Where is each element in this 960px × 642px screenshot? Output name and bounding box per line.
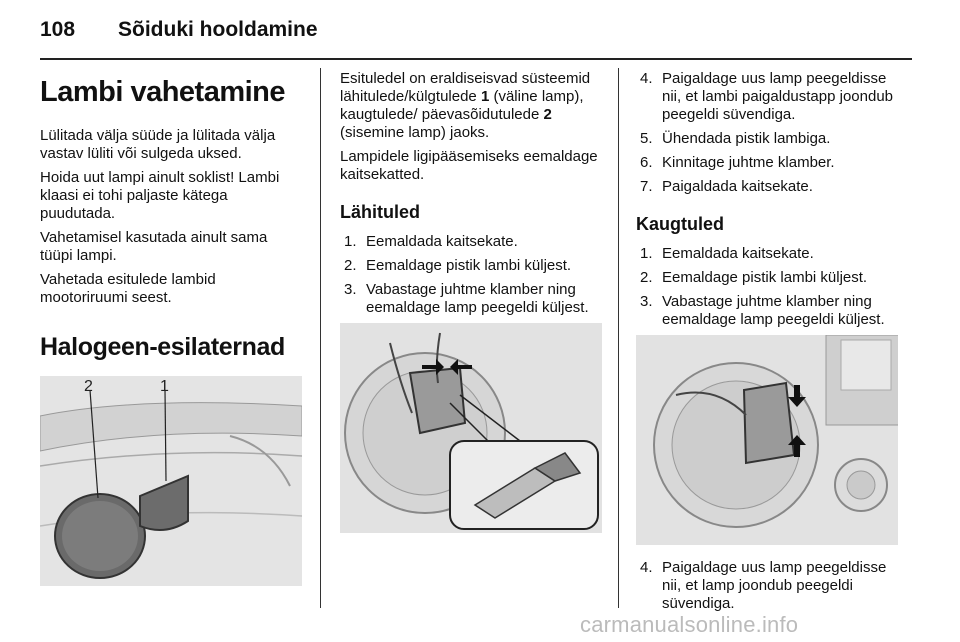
highbeam-illustration [636, 335, 898, 545]
paragraph: Hoida uut lampi ainult soklist! Lambi klaasi ei tohi paljaste kätega puudutada. [40, 169, 280, 222]
list-item: 1. Eemaldada kaitsekate. [344, 233, 518, 250]
page-header [40, 14, 920, 54]
column-2 [340, 70, 602, 533]
steps-lahituled-cont [636, 70, 900, 196]
access-paragraph: Lampidele ligipääsemiseks eemaldage kaitsekatted. [340, 148, 598, 183]
list-item: 4. Paigaldage uus lamp peegeldisse nii, et lamp joondub peegeldi süvendiga. [640, 559, 887, 612]
section-title: Sõiduki hooldamine [118, 18, 318, 41]
subtitle-halogen: Halogeen-esilaternad [40, 333, 285, 361]
lowbeam-illustration [340, 323, 602, 533]
paragraph: Lülitada välja süüde ja lülitada välja vastav lüliti või sulgeda uksed. [40, 127, 276, 162]
column-1 [40, 70, 302, 586]
highbeam-figure [636, 335, 898, 545]
steps-kaugtuled [636, 245, 900, 329]
heading-lahituled: Lähituled [340, 202, 420, 222]
page-title: Lambi vahetamine [40, 76, 286, 108]
column-divider [618, 68, 619, 608]
column-divider [320, 68, 321, 608]
list-item: 2. Eemaldage pistik lambi küljest. [640, 269, 868, 286]
heading-kaugtuled: Kaugtuled [636, 214, 724, 234]
list-item: 3. Vabastage juhtme klamber ning eemaldage lamp peegeldi küljest. [640, 293, 885, 328]
list-item: 1. Eemaldada kaitsekate. [640, 245, 814, 262]
headlamp-illustration [40, 376, 302, 586]
list-item: 4. Paigaldage uus lamp peegeldisse nii, et lambi paigaldustapp joondub peegeldi süvendiga. [640, 70, 893, 123]
watermark: carmanualsonline.info [580, 612, 799, 637]
list-item: 5. Ühendada pistik lambiga. [640, 130, 831, 147]
lowbeam-figure [340, 323, 602, 533]
halogen-headlamp-figure [40, 376, 302, 586]
paragraph: Vahetamisel kasutada ainult sama tüüpi lampi. [40, 229, 268, 264]
list-item: 6. Kinnitage juhtme klamber. [640, 154, 835, 171]
intro-paragraph: Esituledel on eraldiseisvad süsteemid lähitulede/külgtulede 1 (väline lamp), kaugtulede/ päevasõidutulede 2 (sisemine lamp) jaoks. [340, 70, 591, 141]
column-3 [636, 70, 900, 619]
steps-kaugtuled-cont [636, 559, 900, 613]
list-item: 3. Vabastage juhtme klamber ning eemaldage lamp peegeldi küljest. [344, 281, 589, 316]
figure-label-1: 1 [160, 378, 169, 395]
header-rule [40, 58, 912, 60]
paragraph: Vahetada esitulede lambid mootoriruumi seest. [40, 271, 216, 306]
steps-lahituled [340, 233, 602, 317]
figure-label-2: 2 [84, 378, 93, 395]
list-item: 7. Paigaldada kaitsekate. [640, 178, 813, 195]
page-number: 108 [40, 18, 76, 41]
list-item: 2. Eemaldage pistik lambi küljest. [344, 257, 572, 274]
